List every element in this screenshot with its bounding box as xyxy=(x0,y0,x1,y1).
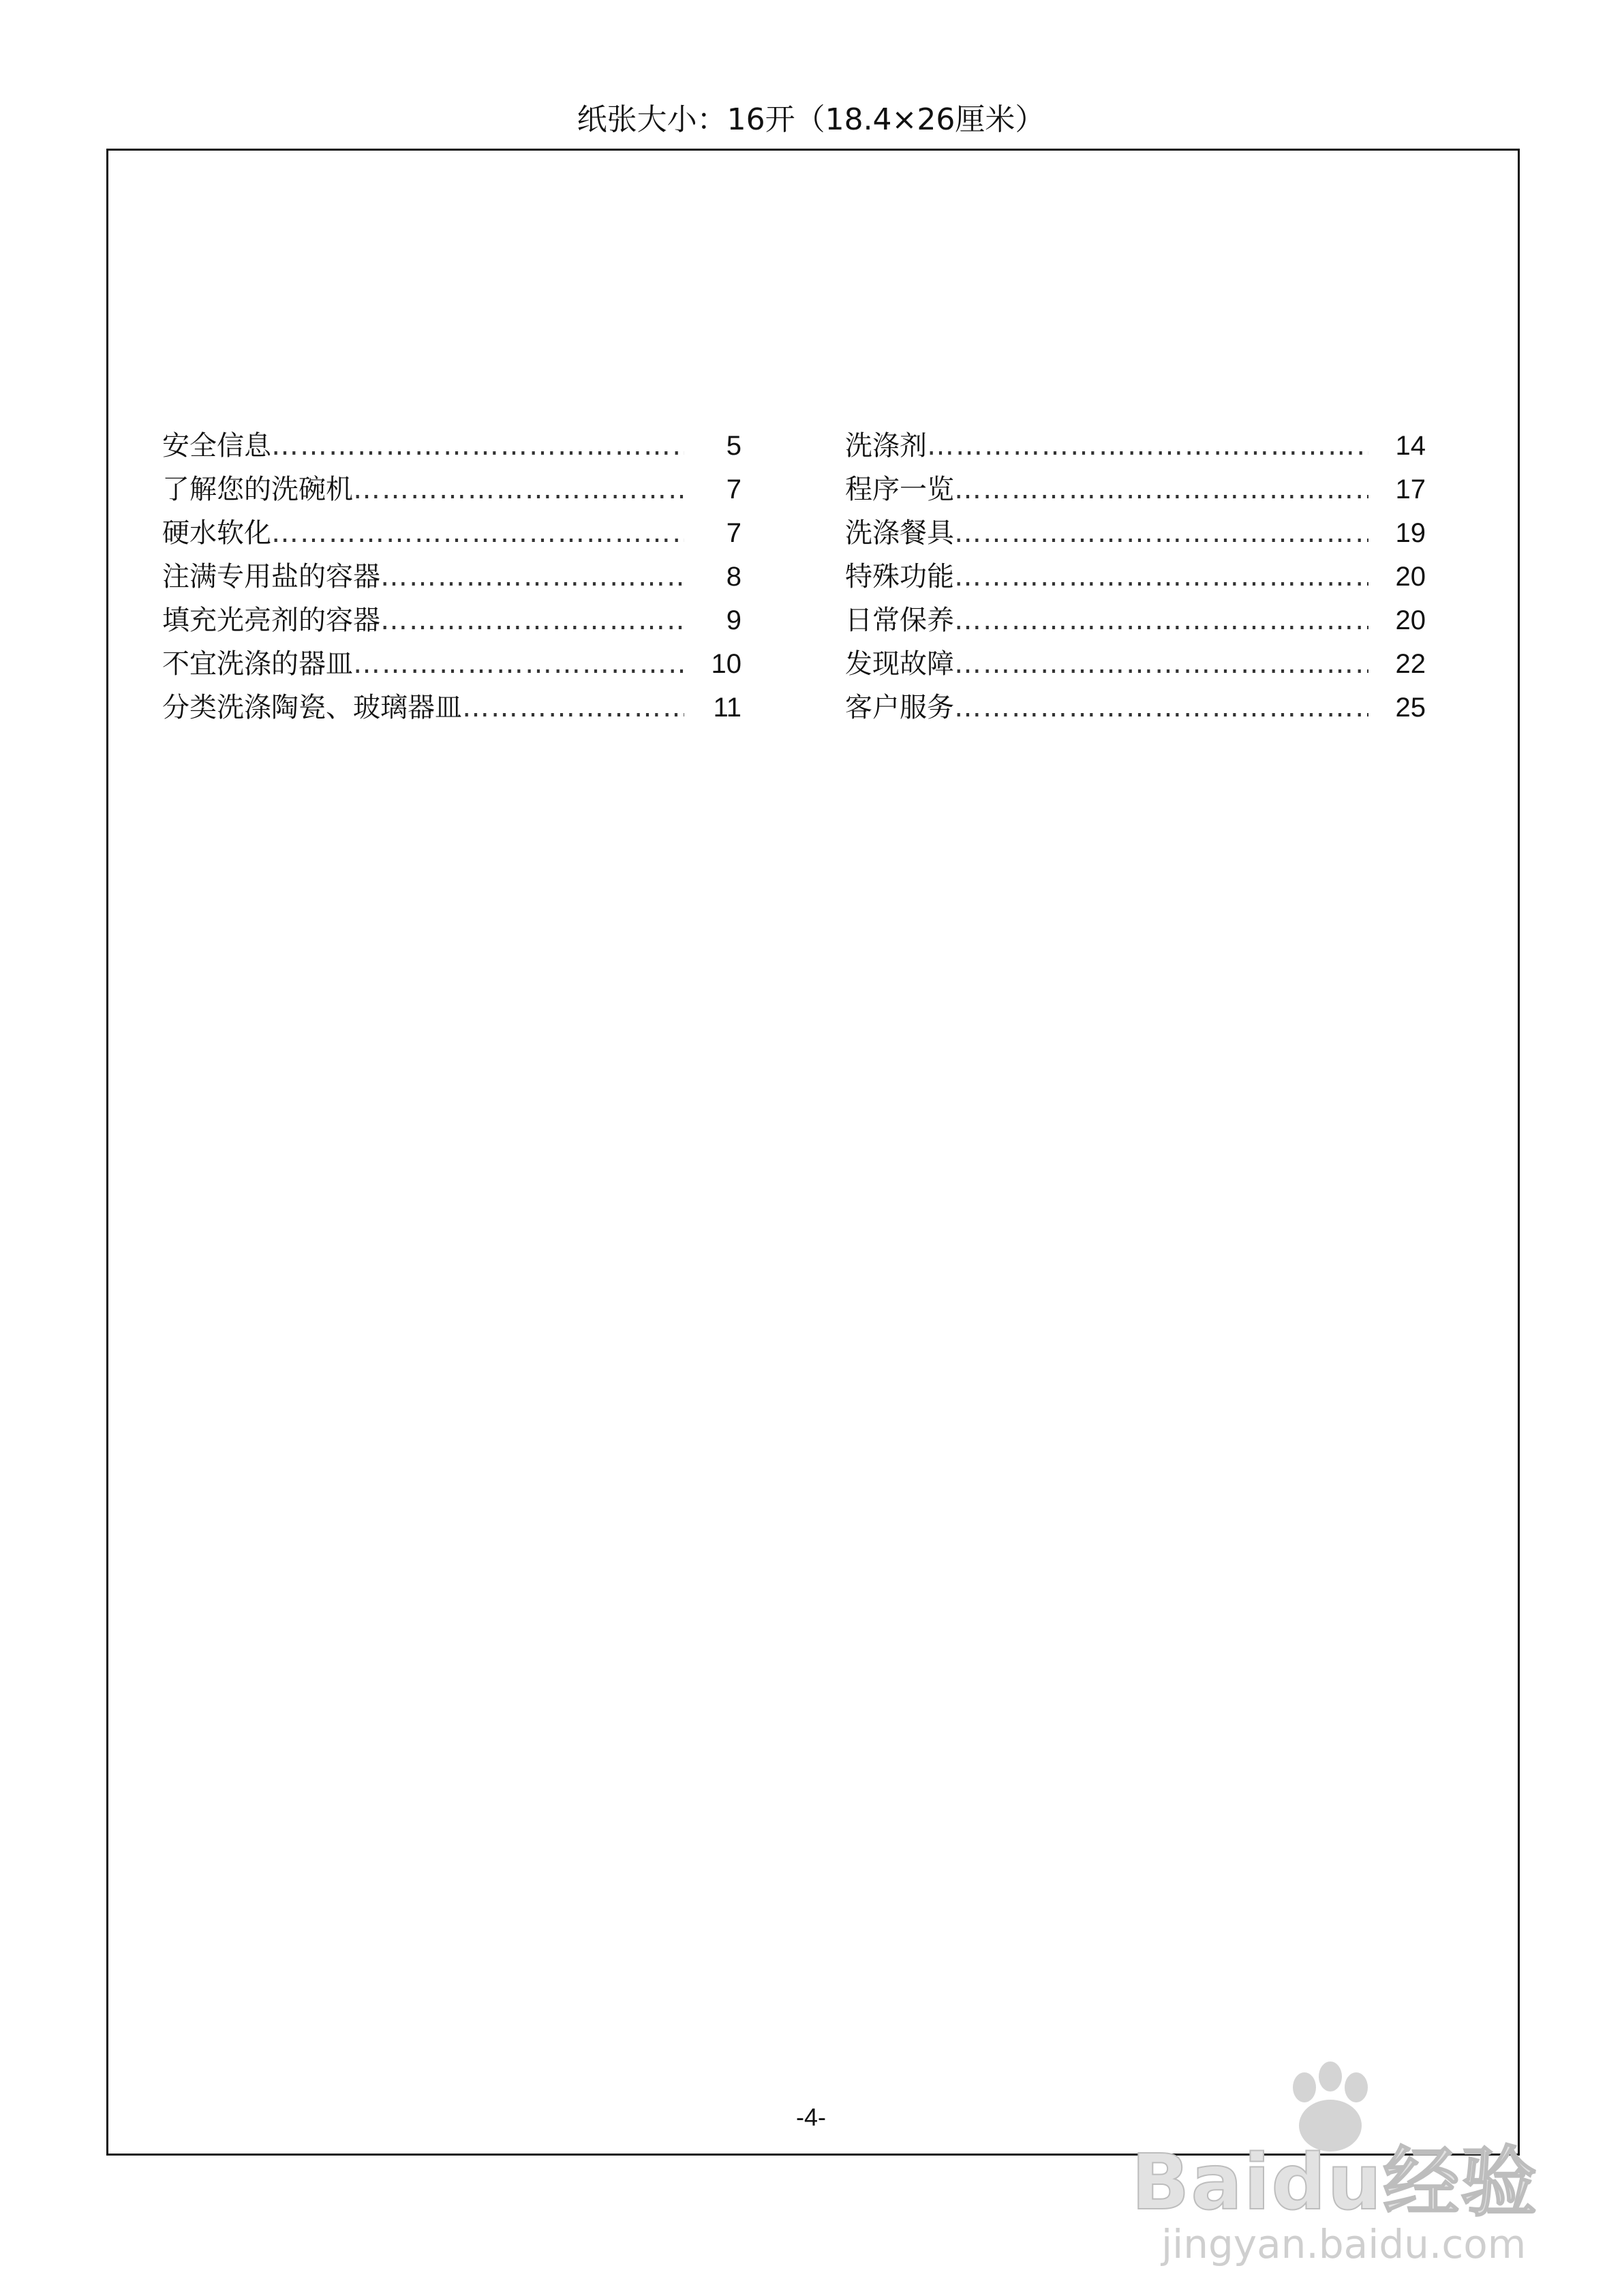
toc-entry xyxy=(845,642,1426,686)
toc-entry-title: 硬水软化 xyxy=(162,517,271,549)
toc-leader-dots xyxy=(380,599,684,642)
toc-entry xyxy=(845,686,1426,729)
toc-entry-title: 洗涤餐具 xyxy=(845,517,954,549)
toc-leader-dots xyxy=(954,599,1368,642)
toc-entry-page: 7 xyxy=(726,518,741,548)
toc-entry-page: 7 xyxy=(726,474,741,504)
toc-entry xyxy=(845,555,1426,599)
toc-entry-title: 特殊功能 xyxy=(845,561,954,592)
toc-leader-dots xyxy=(462,686,684,729)
toc-entry-title: 不宜洗涤的器皿 xyxy=(162,648,353,680)
toc-entry xyxy=(845,424,1426,468)
toc-entry-title: 日常保养 xyxy=(845,605,954,636)
toc-entry xyxy=(162,599,741,642)
toc-entry-page: 20 xyxy=(1395,562,1426,592)
toc-entry xyxy=(845,511,1426,555)
toc-entry-page: 5 xyxy=(726,431,741,461)
toc-entry xyxy=(162,686,741,729)
toc-entry-page: 14 xyxy=(1395,431,1426,461)
toc-entry-page: 25 xyxy=(1395,693,1426,723)
toc-entry-title: 程序一览 xyxy=(845,474,954,505)
toc-entry xyxy=(845,599,1426,642)
toc-leader-dots xyxy=(954,555,1368,599)
toc-leader-dots xyxy=(954,642,1368,686)
toc-entry-page: 9 xyxy=(726,605,741,635)
toc-leader-dots xyxy=(353,468,684,511)
toc-entry xyxy=(162,642,741,686)
toc-entry-title: 洗涤剂 xyxy=(845,430,927,462)
toc-entry-title: 发现故障 xyxy=(845,648,954,680)
toc-entry-title: 安全信息 xyxy=(162,430,271,462)
toc-entry xyxy=(162,555,741,599)
toc-entry-page: 22 xyxy=(1395,649,1426,679)
toc-leader-dots xyxy=(927,424,1368,468)
toc-leader-dots xyxy=(271,511,684,555)
toc-leader-dots xyxy=(271,424,684,468)
toc-entry-page: 20 xyxy=(1395,605,1426,635)
toc-entry xyxy=(162,424,741,468)
toc-leader-dots xyxy=(380,555,684,599)
toc-leader-dots xyxy=(954,686,1368,729)
baidu-jingyan-watermark xyxy=(1118,2059,1554,2267)
toc-entry xyxy=(162,468,741,511)
toc-entry-title: 填充光亮剂的容器 xyxy=(162,605,380,636)
watermark-logo-text: Baidu经验 xyxy=(1131,2139,1539,2227)
toc-entry-title: 了解您的洗碗机 xyxy=(162,474,353,505)
toc-leader-dots xyxy=(353,642,684,686)
toc-entry xyxy=(845,468,1426,511)
toc-left-column xyxy=(162,424,741,729)
toc-entry-title: 注满专用盐的容器 xyxy=(162,561,380,592)
toc-entry-page: 8 xyxy=(726,562,741,592)
toc-entry-page: 17 xyxy=(1395,474,1426,504)
paper-size-note: 纸张大小：16开（18.4×26厘米） xyxy=(577,102,1045,137)
toc-entry-page: 10 xyxy=(711,649,741,679)
toc-entry xyxy=(162,511,741,555)
toc-entry-title: 分类洗涤陶瓷、玻璃器皿 xyxy=(162,692,462,723)
toc-entry-title: 客户服务 xyxy=(845,692,954,723)
toc-entry-page: 11 xyxy=(713,693,741,723)
toc-entry-page: 19 xyxy=(1395,518,1426,548)
toc-leader-dots xyxy=(954,511,1368,555)
watermark-url: jingyan.baidu.com xyxy=(1161,2221,1527,2267)
toc-leader-dots xyxy=(954,468,1368,511)
page-number: -4- xyxy=(796,2103,826,2131)
toc-right-column xyxy=(845,424,1426,729)
